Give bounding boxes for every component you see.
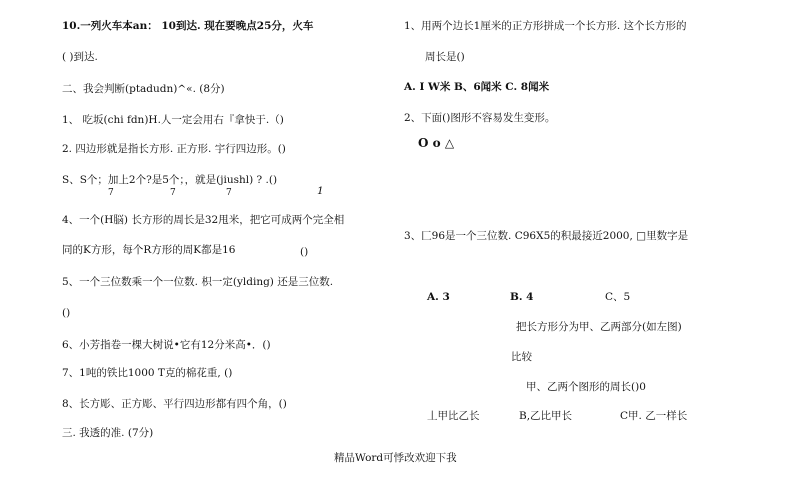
choice-3-option-c: C、5 <box>605 291 631 303</box>
judge-item-2: 2. 四边形就是指长方形. 正方形. 宇行四边形。() <box>62 143 286 155</box>
judge-item-4-paren: () <box>300 246 309 258</box>
judge-item-3-mark: 1 <box>317 185 324 197</box>
choice-3: 3、匚96是一个三位数. C96X5的积最接近2000, □里数字是 <box>404 230 689 242</box>
choice-4-option-a: 丄甲比乙长 <box>427 410 480 422</box>
judge-item-4-line1: 4、一个(H脳) 长方形的周长是32甩米，把它可成两个完全相 <box>62 214 345 226</box>
choice-4-option-c: C甲. 乙一样长 <box>620 410 688 422</box>
section-2-title: 二、我会判断(ptadudn)^«. (8分) <box>62 83 225 95</box>
judge-item-5-line1: 5、一个三位数乘一个一位数. 枳一定(ylding) 还是三位数. <box>62 276 334 288</box>
judge-item-7: 7、1吨的铁比1000 T克的棉花重, () <box>62 367 233 379</box>
question-10-line2: ( )到达. <box>62 51 98 63</box>
judge-item-5-line2: () <box>62 307 71 319</box>
judge-item-3-sub-2: 7 <box>170 188 176 198</box>
section-3-title: 三. 我透的准. (7分) <box>62 427 154 439</box>
choice-4-line3: 甲、乙两个图形的周长()0 <box>526 381 646 393</box>
choice-3-option-b: B. 4 <box>510 291 534 303</box>
judge-item-3: S、S个；加上2个?是5个；，就是(jiushl) ? .() <box>62 174 278 186</box>
choice-1-options: A. I W米 B、6闻米 C. 8闻米 <box>404 81 550 93</box>
footer-note: 精品Word可悸改欢迎下我 <box>334 452 457 464</box>
choice-2-shapes: O o △ <box>418 136 455 150</box>
judge-item-3-sub-3: 7 <box>226 188 232 198</box>
question-10-line1: 10.一列火车本an： 10到达. 现在要晚点25分，火车 <box>62 20 314 32</box>
choice-2: 2、下面()图形不容易发生变形。 <box>404 112 556 124</box>
judge-item-6: 6、小芳指卷一棵大树说•它有12分米高•．() <box>62 339 271 351</box>
judge-item-8: 8、长方彫、正方彫、平行四边形都有四个角，() <box>62 398 287 410</box>
choice-4-option-b: B,乙比甲长 <box>519 410 573 422</box>
choice-1-line1: 1、用两个边长1厘米的正方形拼成一个长方形. 这个长方形的 <box>404 20 687 32</box>
choice-4-line1: 把长方形分为甲、乙两部分(如左图) <box>516 321 682 333</box>
judge-item-3-sub-1: 7 <box>108 188 114 198</box>
choice-4-line2: 比较 <box>511 351 532 363</box>
choice-3-option-a: A. 3 <box>427 291 450 303</box>
judge-item-1: 1、 吃坂(chi fdn)H.人一定会用右『拿快于.（) <box>62 114 284 126</box>
choice-1-line2: 周长是() <box>425 51 465 63</box>
judge-item-4-line2: 同的K方形，每个R方形的周K都是16 <box>62 244 236 256</box>
